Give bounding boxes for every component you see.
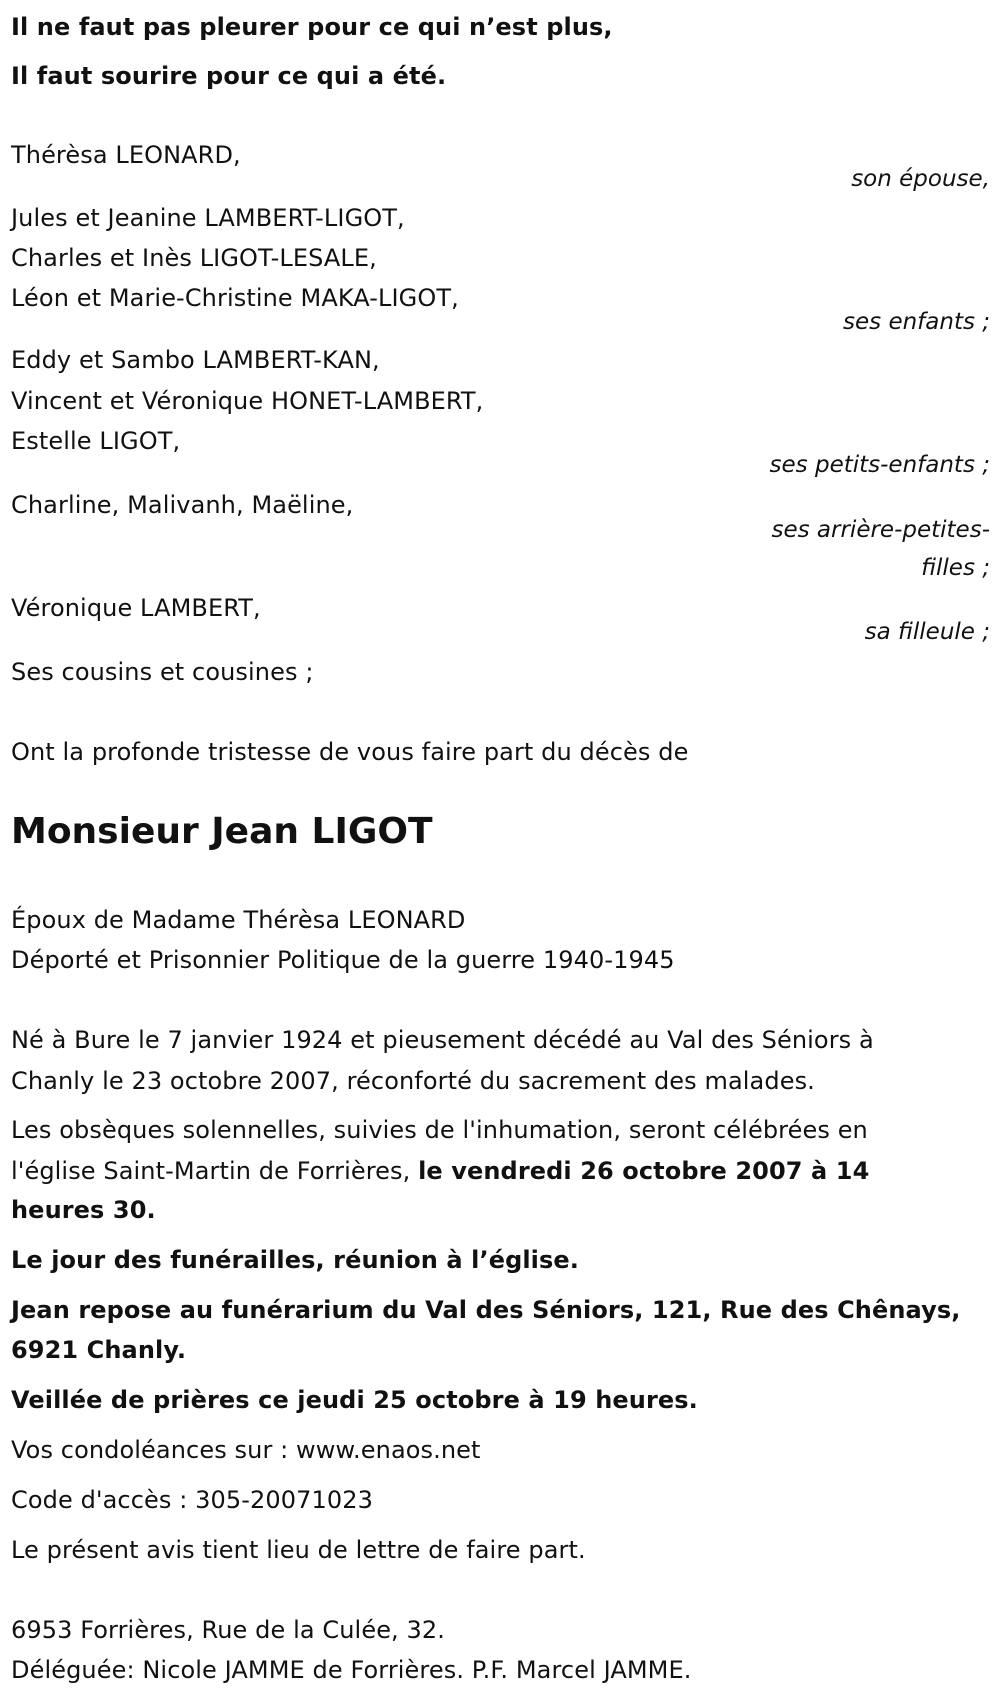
funeral-date: le vendredi 26 octobre 2007 à 14	[418, 1157, 870, 1185]
birth-death-text: Chanly le 23 octobre 2007, réconforté du sacrement des malades.	[11, 1067, 815, 1095]
footer-delegate: Déléguée: Nicole JAMME de Forrières. P.F. Marcel JAMME.	[11, 1656, 692, 1684]
deceased-spouse: Époux de Madame Thérèsa LEONARD	[11, 906, 466, 934]
access-code-text: Code d'accès : 305-20071023	[11, 1486, 373, 1514]
family-relation: sa filleule ;	[864, 619, 990, 645]
family-relation: filles ;	[921, 555, 990, 581]
family-name: Ses cousins et cousines ;	[11, 658, 314, 686]
family-relation: son épouse,	[851, 166, 990, 192]
condolences-text: Vos condoléances sur : www.enaos.net	[11, 1436, 481, 1464]
funeral-location: l'église Saint-Martin de Forrières,	[11, 1157, 419, 1185]
family-name: Charline, Malivanh, Maëline,	[11, 491, 354, 519]
footer-address: 6953 Forrières, Rue de la Culée, 32.	[11, 1616, 445, 1644]
family-relation: ses enfants ;	[843, 309, 990, 335]
funeral-text	[11, 1156, 869, 1186]
rest-text: Jean repose au funérarium du Val des Séniors, 121, Rue des Chênays,	[11, 1296, 961, 1324]
family-name: Véronique LAMBERT,	[11, 594, 261, 622]
family-relation: ses petits-enfants ;	[769, 452, 990, 478]
notice-text: Le présent avis tient lieu de lettre de faire part.	[11, 1536, 586, 1564]
family-name: Eddy et Sambo LAMBERT-KAN,	[11, 346, 380, 374]
meeting-text: Le jour des funérailles, réunion à l’église.	[11, 1246, 579, 1274]
vigil-text: Veillée de prières ce jeudi 25 octobre à 19 heures.	[11, 1386, 698, 1414]
deceased-name: Monsieur Jean LIGOT	[11, 811, 433, 852]
family-name: Léon et Marie-Christine MAKA-LIGOT,	[11, 284, 459, 312]
family-name: Jules et Jeanine LAMBERT-LIGOT,	[11, 204, 405, 232]
rest-text: 6921 Chanly.	[11, 1336, 187, 1364]
funeral-text: Les obsèques solennelles, suivies de l'inhumation, seront célébrées en	[11, 1116, 868, 1144]
family-name: Estelle LIGOT,	[11, 427, 181, 455]
family-name: Thérèsa LEONARD,	[11, 141, 241, 169]
quote-line-1: Il ne faut pas pleurer pour ce qui n’est plus,	[11, 13, 613, 41]
family-name: Vincent et Véronique HONET-LAMBERT,	[11, 387, 484, 415]
announcement: Ont la profonde tristesse de vous faire part du décès de	[11, 738, 689, 766]
family-name: Charles et Inès LIGOT-LESALE,	[11, 244, 377, 272]
funeral-time: heures 30.	[11, 1196, 156, 1224]
deceased-title: Déporté et Prisonnier Politique de la guerre 1940-1945	[11, 946, 675, 974]
birth-death-text: Né à Bure le 7 janvier 1924 et pieusement décédé au Val des Séniors à	[11, 1026, 874, 1054]
quote-line-2: Il faut sourire pour ce qui a été.	[11, 62, 447, 90]
family-relation: ses arrière-petites-	[771, 517, 990, 543]
